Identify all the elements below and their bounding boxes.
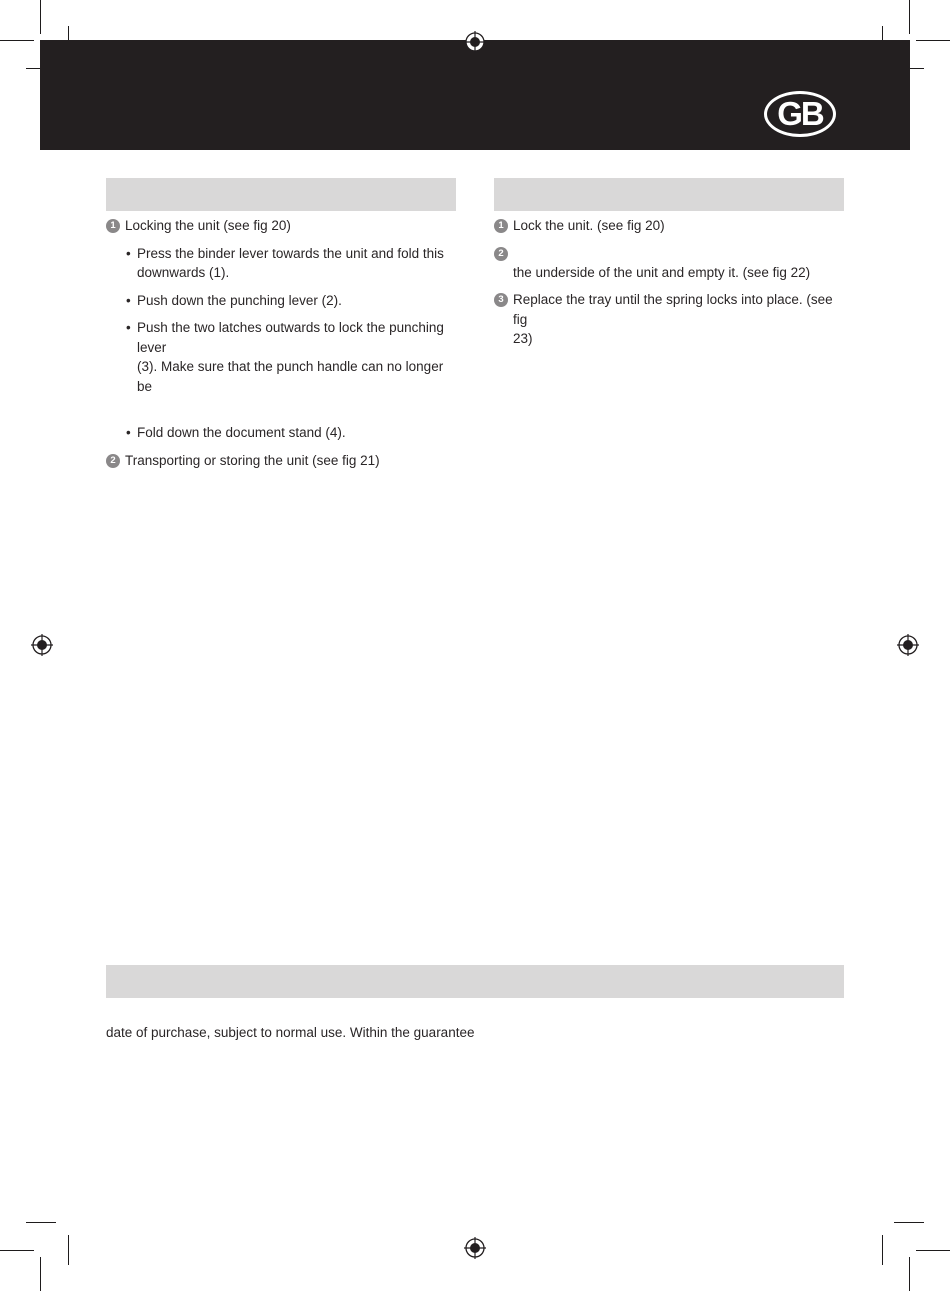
numbered-item: [494, 216, 846, 236]
bullet-dot: •: [126, 425, 131, 440]
bullet-item: [106, 423, 458, 443]
numbered-item: [106, 216, 458, 236]
numbered-item: [494, 244, 846, 283]
number-badge: 2: [106, 454, 120, 468]
bullet-dot: •: [126, 245, 131, 261]
crop-mark: [68, 1235, 69, 1265]
item-text: Transporting or storing the unit (see fig 21): [125, 452, 380, 468]
item-text: Lock the unit. (see fig 20): [513, 218, 665, 233]
bullet-line: Push the two latches outwards to lock the punching lever: [137, 320, 444, 355]
registration-mark-icon: [31, 634, 53, 656]
crop-mark: [909, 1257, 910, 1291]
section-heading-bar-right: [494, 178, 844, 211]
bullet-dot: •: [126, 292, 131, 308]
bullet-item: [106, 244, 458, 283]
registration-mark-icon: [464, 1237, 486, 1259]
number-badge: 3: [494, 293, 508, 307]
item-text: Locking the unit (see fig 20): [125, 218, 291, 233]
crop-mark: [882, 1235, 883, 1265]
item-line: the underside of the unit and empty it. (see fig 22): [513, 264, 811, 280]
crop-mark: [40, 0, 41, 34]
number-badge: 1: [494, 219, 508, 233]
left-column: [106, 216, 458, 478]
right-column: [494, 216, 846, 357]
crop-mark: [26, 1222, 56, 1223]
blank-line: [137, 396, 458, 415]
badge-label: GB: [777, 95, 823, 132]
item-line: 23): [513, 331, 533, 346]
bullet-item: [106, 291, 458, 311]
bullet-item: [106, 318, 458, 415]
number-badge: 2: [494, 247, 508, 261]
bullet-line: Push down the punching lever (2).: [137, 292, 342, 308]
registration-mark-icon: [897, 634, 919, 656]
crop-mark: [894, 1222, 924, 1223]
guarantee-text: date of purchase, subject to normal use. Within the guarantee: [106, 1025, 475, 1040]
numbered-item: [494, 290, 846, 349]
country-badge: [764, 91, 836, 137]
bullet-line: Press the binder lever towards the unit and fold this: [137, 245, 444, 261]
crop-mark: [0, 1250, 34, 1251]
registration-mark-icon: [464, 31, 486, 53]
numbered-item: [106, 451, 458, 471]
section-heading-bar-left: [106, 178, 456, 211]
bullet-line: downwards (1).: [137, 265, 230, 280]
number-badge: 1: [106, 219, 120, 233]
crop-mark: [916, 40, 950, 41]
crop-mark: [909, 0, 910, 34]
item-line: Replace the tray until the spring locks into place. (see fig: [513, 292, 833, 327]
crop-mark: [40, 1257, 41, 1291]
crop-mark: [0, 40, 34, 41]
bullet-line: (3). Make sure that the punch handle can no longer be: [137, 359, 444, 394]
section-heading-bar-guarantee: [106, 965, 844, 998]
item-line: [513, 244, 846, 263]
bullet-dot: •: [126, 320, 131, 335]
crop-mark: [916, 1250, 950, 1251]
bullet-line: Fold down the document stand (4).: [137, 425, 346, 440]
